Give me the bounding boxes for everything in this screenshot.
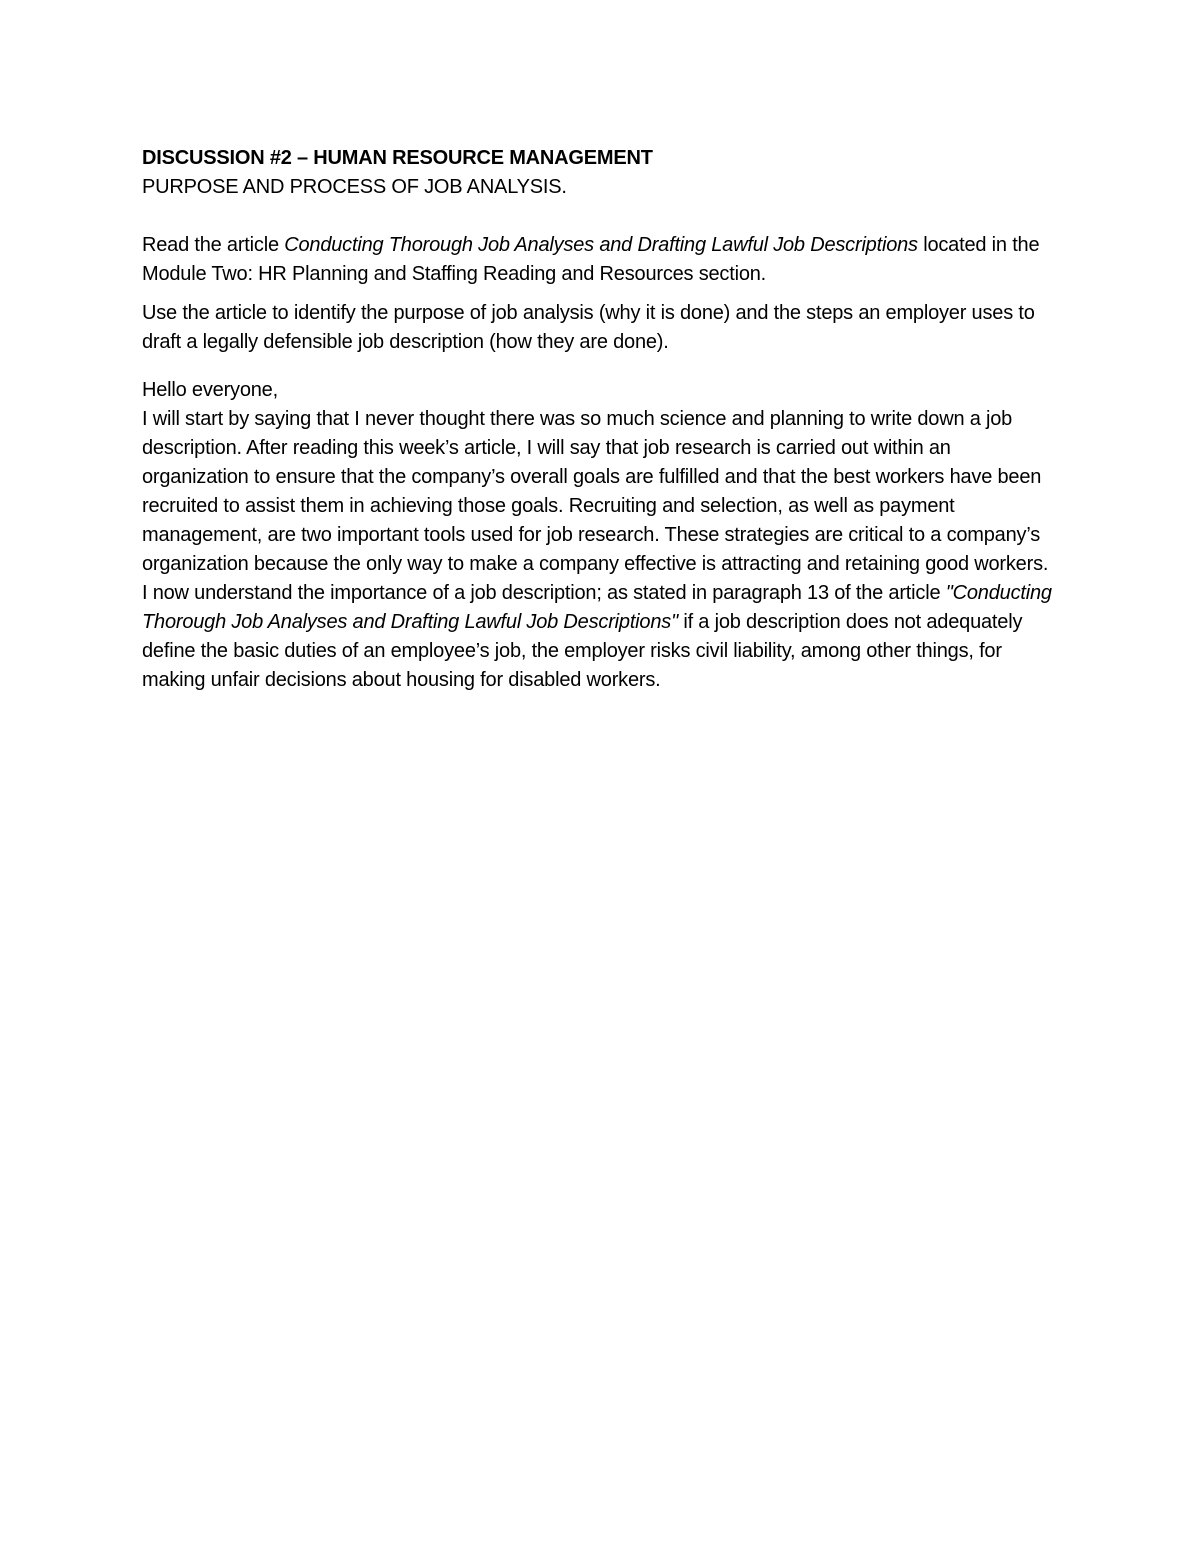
prompt-paragraph-1	[142, 231, 1052, 289]
article-title: Conducting Thorough Job Analyses and Drafting Lawful Job Descriptions	[142, 582, 1052, 633]
document-body	[142, 144, 1052, 695]
response-text: I now understand the importance of a job description; as stated in paragraph 13 of the article	[142, 582, 946, 604]
quote-mark: "	[945, 582, 953, 604]
document-subtitle: PURPOSE AND PROCESS OF JOB ANALYSIS.	[142, 176, 567, 198]
prompt-paragraph-2: Use the article to identify the purpose of job analysis (why it is done) and the steps an employer uses to draft a legally defensible job description (how they are done).	[142, 302, 1035, 353]
quote-mark: "	[671, 611, 678, 633]
response-greeting: Hello everyone,	[142, 379, 278, 401]
response-paragraph-2	[142, 579, 1052, 695]
document-title: DISCUSSION #2 – HUMAN RESOURCE MANAGEMENT	[142, 147, 653, 169]
response-paragraph-1: I will start by saying that I never thought there was so much science and planning to write down a job description. After reading this week’s article, I will say that job research is carried out within an organization to ensure that the company’s overall goals are fulfilled and that the best workers have been recruited to assist them in achieving those goals. Recruiting and selection, as well as payment management, are two important tools used for job research. These strategies are critical to a company’s organization because the only way to make a company effective is attracting and retaining good workers.	[142, 408, 1049, 575]
prompt-text: located in the Module Two: HR Planning and Staffing Reading and Resources section.	[142, 234, 1040, 285]
response-text: if a job description does not adequately define the basic duties of an employee’s job, the employer risks civil liability, among other things, for making unfair decisions about housing for disabled workers.	[142, 611, 1023, 691]
article-title: Conducting Thorough Job Analyses and Drafting Lawful Job Descriptions	[284, 234, 918, 256]
prompt-text: Read the article	[142, 234, 285, 256]
